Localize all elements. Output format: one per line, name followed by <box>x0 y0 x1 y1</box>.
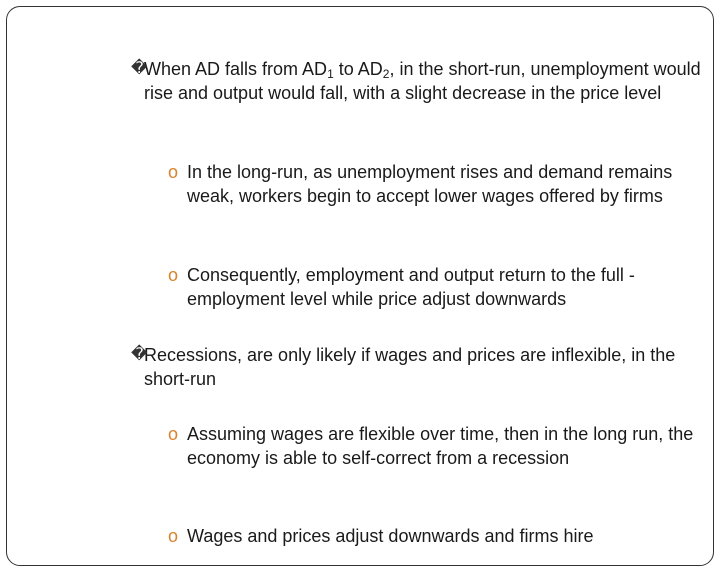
bullet-recessions <box>131 343 704 391</box>
sub-bullet-flexible-wages <box>168 422 707 470</box>
bullet-text-part: When AD falls from AD <box>144 59 328 79</box>
bullet-marker: � <box>131 346 148 363</box>
sub-bullet-text: In the long-run, as unemployment rises and demand remains weak, workers begin to accept lower wages offered by firms <box>187 162 673 206</box>
sub-bullet-text: Assuming wages are flexible over time, then in the long run, the economy is able to self-correct from a recession <box>187 424 694 468</box>
bullet-text-part: , in the short-run, unemployment would rise and output would fall, with a slight decrease in the price level <box>144 59 701 103</box>
sub-bullet-marker: o <box>168 424 179 444</box>
sub-bullet-long-run <box>168 160 707 208</box>
bullet-ad-falls <box>131 57 704 105</box>
subscript: 2 <box>382 67 390 81</box>
sub-bullet-text: Consequently, employment and output return to the full -employment level while price adjust downwards <box>187 265 635 309</box>
sub-bullet-marker: o <box>168 265 179 285</box>
sub-bullet-marker: o <box>168 526 179 546</box>
sub-bullet-wages-adjust <box>168 524 707 548</box>
sub-bullet-consequently <box>168 263 707 311</box>
subscript: 1 <box>327 67 334 81</box>
bullet-marker: � <box>131 60 148 77</box>
bullet-text-part: to AD <box>333 59 383 79</box>
sub-bullet-marker: o <box>168 162 179 182</box>
bullet-text: Recessions, are only likely if wages and prices are inflexible, in the short-run <box>144 345 676 389</box>
sub-bullet-text: Wages and prices adjust downwards and firms hire <box>187 526 594 546</box>
